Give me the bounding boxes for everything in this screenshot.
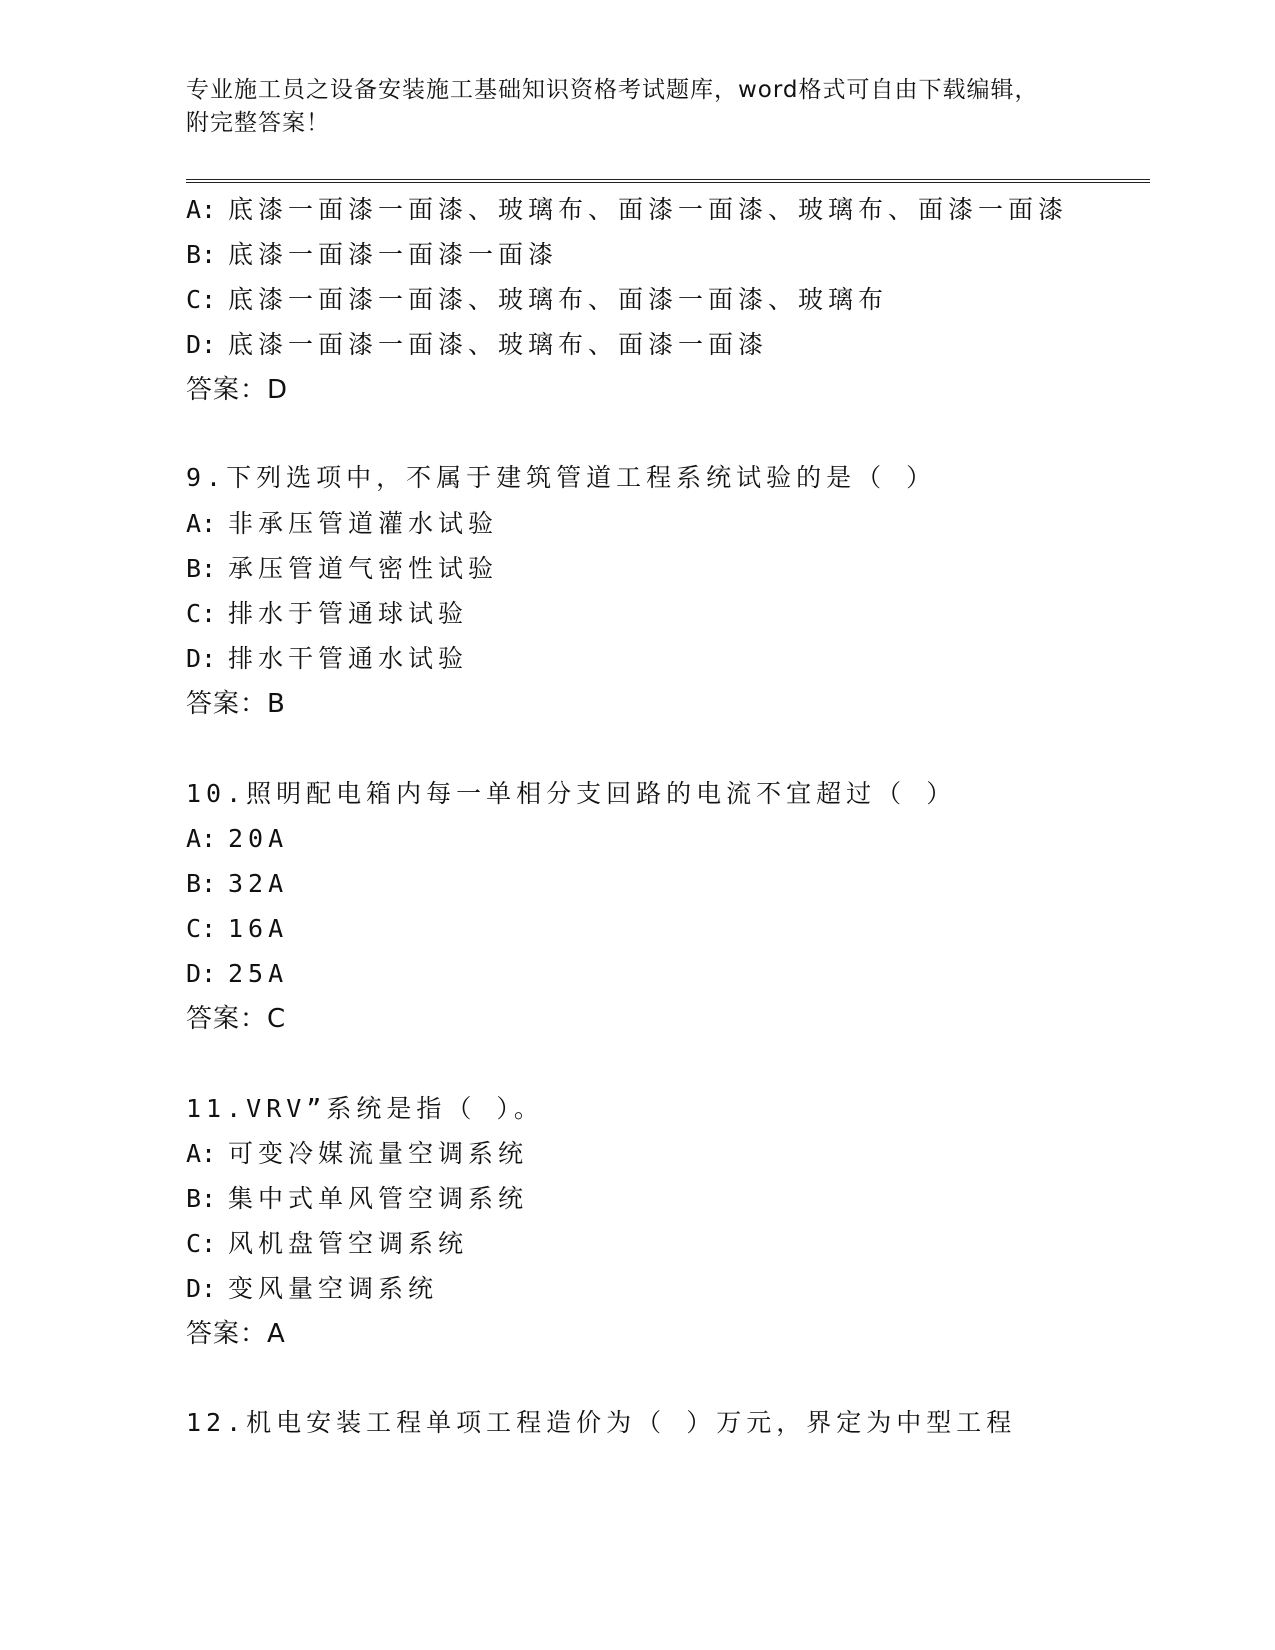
q8-option-c bbox=[186, 282, 888, 318]
option-text: 底漆一面漆一面漆、玻璃布、面漆一面漆 bbox=[228, 330, 769, 359]
option-key: C: bbox=[186, 285, 217, 314]
q12-question: 12.机电安装工程单项工程造价为（ ）万元，界定为中型工程 bbox=[186, 1408, 1017, 1437]
option-key: B: bbox=[186, 869, 217, 898]
header-title-line-1: 专业施工员之设备安装施工基础知识资格考试题库，word格式可自由下载编辑， bbox=[186, 77, 1039, 103]
header-title-line-2: 附完整答案！ bbox=[186, 110, 330, 136]
q10-option-c bbox=[186, 911, 288, 947]
option-key: A: bbox=[186, 1139, 217, 1168]
option-key: C: bbox=[186, 1229, 217, 1258]
q10-option-b bbox=[186, 866, 288, 902]
document-header bbox=[186, 74, 1066, 140]
option-text: 底漆一面漆一面漆、玻璃布、面漆一面漆、玻璃布 bbox=[228, 285, 889, 314]
option-text: 变风量空调系统 bbox=[228, 1274, 439, 1303]
q9-answer: 答案：B bbox=[186, 689, 286, 719]
q10-option-a bbox=[186, 821, 288, 857]
option-text: 风机盘管空调系统 bbox=[228, 1229, 469, 1258]
option-text: 承压管道气密性试验 bbox=[228, 554, 499, 583]
q11-question: 11.VRV”系统是指（ ）。 bbox=[186, 1094, 544, 1123]
option-text: 排水于管通球试验 bbox=[228, 599, 469, 628]
option-text: 20A bbox=[228, 824, 289, 853]
q8-answer: 答案：D bbox=[186, 375, 289, 405]
option-key: A: bbox=[186, 509, 217, 538]
q11-option-d bbox=[186, 1271, 438, 1307]
option-text: 32A bbox=[228, 869, 289, 898]
option-key: C: bbox=[186, 599, 217, 628]
option-key: D: bbox=[186, 644, 217, 673]
option-text: 集中式单风管空调系统 bbox=[228, 1184, 529, 1213]
option-text: 非承压管道灌水试验 bbox=[228, 509, 499, 538]
option-key: A: bbox=[186, 824, 217, 853]
q9-option-c bbox=[186, 596, 468, 632]
q11-option-a bbox=[186, 1136, 528, 1172]
option-key: B: bbox=[186, 554, 217, 583]
q9-option-b bbox=[186, 551, 498, 587]
q11-option-b bbox=[186, 1181, 528, 1217]
q8-option-d bbox=[186, 327, 768, 363]
option-text: 底漆一面漆一面漆、玻璃布、面漆一面漆、玻璃布、面漆一面漆 bbox=[228, 195, 1069, 224]
option-key: C: bbox=[186, 914, 217, 943]
header-divider bbox=[186, 179, 1150, 183]
q11-answer: 答案：A bbox=[186, 1319, 286, 1349]
option-text: 16A bbox=[228, 914, 289, 943]
option-text: 排水干管通水试验 bbox=[228, 644, 469, 673]
option-text: 25A bbox=[228, 959, 289, 988]
q8-option-b bbox=[186, 237, 558, 273]
option-key: D: bbox=[186, 959, 217, 988]
option-key: B: bbox=[186, 1184, 217, 1213]
q10-answer: 答案：C bbox=[186, 1004, 287, 1034]
q9-question: 9.下列选项中，不属于建筑管道工程系统试验的是（ ） bbox=[186, 463, 937, 492]
q10-question: 10.照明配电箱内每一单相分支回路的电流不宜超过（ ） bbox=[186, 779, 957, 808]
q8-option-a bbox=[186, 192, 1068, 228]
q9-option-d bbox=[186, 641, 468, 677]
q11-option-c bbox=[186, 1226, 468, 1262]
option-key: A: bbox=[186, 195, 217, 224]
q9-option-a bbox=[186, 506, 498, 542]
option-key: B: bbox=[186, 240, 217, 269]
q10-option-d bbox=[186, 956, 288, 992]
option-text: 可变冷媒流量空调系统 bbox=[228, 1139, 529, 1168]
option-key: D: bbox=[186, 1274, 217, 1303]
option-key: D: bbox=[186, 330, 217, 359]
option-text: 底漆一面漆一面漆一面漆 bbox=[228, 240, 559, 269]
